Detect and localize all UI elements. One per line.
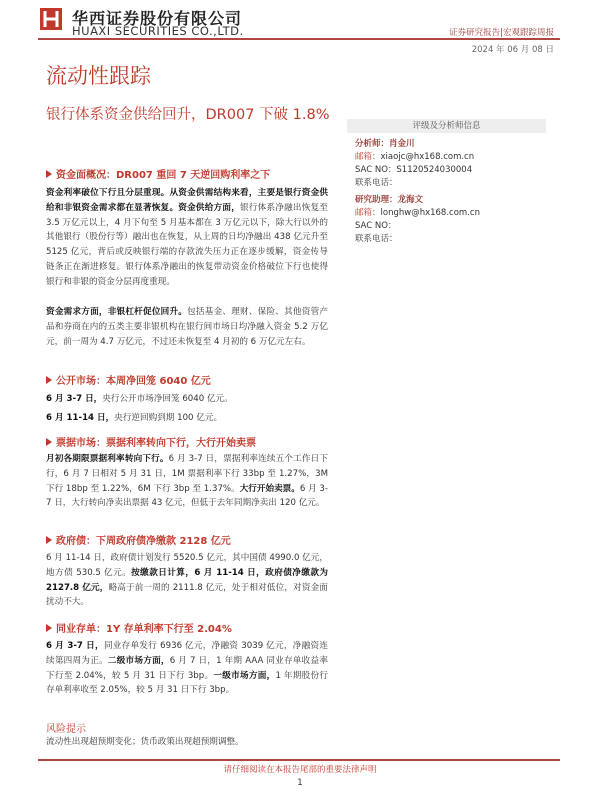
triangle-bullet-icon xyxy=(46,376,52,384)
analyst-sac: S1120524030004 xyxy=(396,165,473,175)
phone-label: 联系电话： xyxy=(355,234,398,244)
section-heading: 政府债：下周政府债净缴款 2128 亿元 xyxy=(46,532,231,547)
triangle-bullet-icon xyxy=(46,536,52,544)
brand-name-en: HUAXI SECURITIES CO.,LTD. xyxy=(72,24,244,38)
triangle-bullet-icon xyxy=(46,438,52,446)
assistant-email[interactable]: longhw@hx168.com.cn xyxy=(380,208,480,218)
email-label: 邮箱： xyxy=(355,152,381,162)
email-label: 邮箱： xyxy=(355,208,381,218)
brand-name-cn: 华西证券股份有限公司 xyxy=(72,9,243,28)
sac-label: SAC NO： xyxy=(355,221,397,231)
section-paragraph: 6 月 3-7 日，央行公开市场净回笼 6040 亿元。 xyxy=(46,394,233,404)
assistant-role: 研究助理： xyxy=(355,195,398,205)
risk-title: 风险提示 xyxy=(46,724,86,735)
sidebar-header: 评级及分析师信息 xyxy=(347,119,546,133)
risk-text: 流动性出现超预期变化；货币政策出现超预期调整。 xyxy=(46,737,244,747)
assistant-block xyxy=(355,194,480,246)
section-paragraph: 6 月 11-14 日，央行逆回购到期 100 亿元。 xyxy=(46,413,223,423)
analyst-email[interactable]: xiaojc@hx168.com.cn xyxy=(380,152,475,162)
huaxi-logo-icon xyxy=(38,6,64,32)
page-number: 1 xyxy=(297,778,303,788)
analyst-block xyxy=(355,138,474,190)
report-type: 证券研究报告|宏观跟踪周报 xyxy=(449,28,554,38)
sac-label: SAC NO： xyxy=(355,165,397,175)
section-heading: 票据市场：票据利率转向下行，大行开始卖票 xyxy=(46,434,256,449)
report-date: 2024 年 06 月 08 日 xyxy=(471,45,554,55)
page-title: 流动性跟踪 xyxy=(46,64,151,88)
section-paragraph: 资金利率破位下行且分层重现。从资金供需结构来看，主要是银行资金供给和非银资金需求都在显著恢复。资金供给方面，银行体系净融出恢复至 3.5 万亿元以上，4 月下旬至 5 月基本都在 3 万亿元以下，除大行以外的其他银行（股份行等）融出也在恢复，从上周的日均净融出 438 亿元升至 5125 亿元，背后或反映银行端的存款流失压力正在逐步缓解，资金传导链条正在渐进修复。银行体系净融出的恢复带动资金价格破位下行也使得银行和非银的资金分层再度重现。 xyxy=(46,188,328,287)
section-paragraph: 月初各期限票据利率转向下行。6 月 3-7 日，票据利率连续五个工作日下行，6 月 7 日相对 5 月 31 日，1M 票据利率下行 33bp 至 1.27%，3M 下行 18bp 至 1.22%，6M 下行 3bp 至 1.37%。大行开始卖票。6 月 3-7 日，大行转向净卖出票据 43 亿元，但低于去年同期净卖出 120 亿元。 xyxy=(46,454,329,509)
footer-disclaimer: 请仔细阅读在本报告尾部的重要法律声明 xyxy=(223,765,377,775)
analyst-name: 肖金川 xyxy=(389,139,415,149)
section-heading: 同业存单：1Y 存单利率下行至 2.04% xyxy=(46,620,232,635)
section-heading: 资金面概况：DR007 重回 7 天逆回购利率之下 xyxy=(46,166,270,181)
section-paragraph: 资金需求方面，非银杠杆促位回升。包括基金、理财、保险、其他资管产品和券商在内的五类主要非银机构在银行间市场日均净融入资金 5.2 万亿元，前一周为 4.7 万亿元，不过还未恢复至 4 月初的 6 万亿元左右。 xyxy=(46,307,328,347)
page-subtitle: 银行体系资金供给回升，DR007 下破 1.8% xyxy=(46,107,330,123)
phone-label: 联系电话： xyxy=(355,178,398,188)
header-divider xyxy=(38,38,560,40)
assistant-name: 龙海文 xyxy=(397,195,424,205)
triangle-bullet-icon xyxy=(46,170,52,178)
section-heading: 公开市场：本周净回笼 6040 亿元 xyxy=(46,372,211,387)
section-paragraph: 6 月 11-14 日，政府债计划发行 5520.5 亿元，其中国债 4990.0 亿元，地方债 530.5 亿元。按缴款日计算，6 月 11-14 日，政府债净缴款为 2127.8 亿元，略高于前一周的 2111.8 亿元，处于相对低位，对资金面扰动不大。 xyxy=(46,553,328,608)
section-paragraph: 6 月 3-7 日，同业存单发行 6936 亿元，净融资 3039 亿元，净融资连续第四周为正。二级市场方面，6 月 7 日，1 年期 AAA 同业存单收益率下行至 2.04%，较 5 月 31 日下行 3bp。一级市场方面，1 年期股份行存单利率收至 2.05%，较 5 月 31 日下行 3bp。 xyxy=(46,641,329,696)
triangle-bullet-icon xyxy=(46,624,52,632)
analyst-role: 分析师： xyxy=(355,139,390,149)
footer-divider xyxy=(38,759,560,761)
